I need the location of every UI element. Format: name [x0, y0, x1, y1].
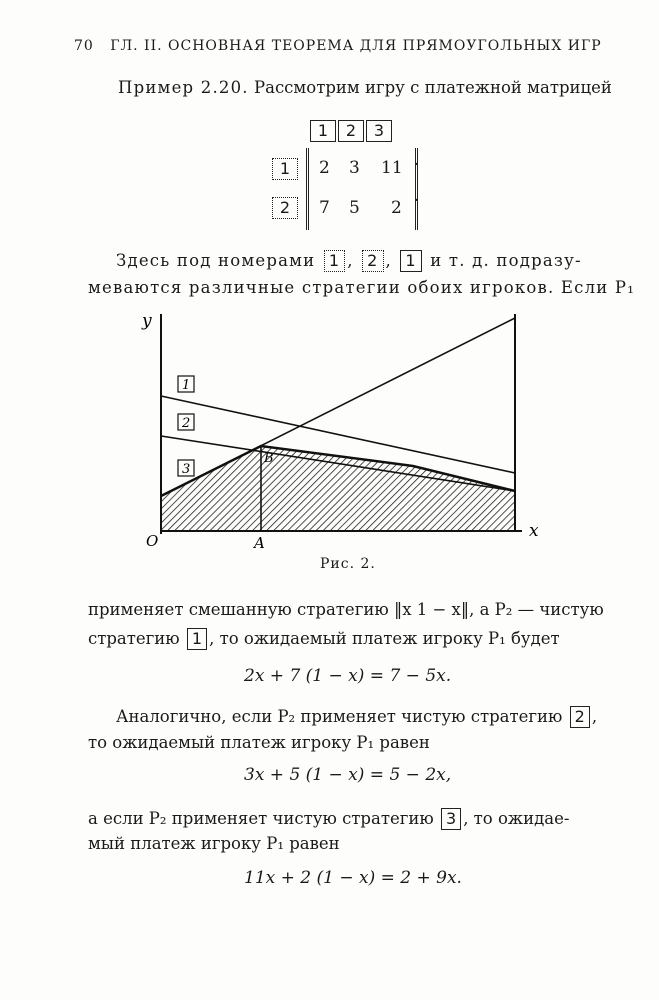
point-b-label: B	[264, 451, 274, 466]
para1-line2: меваются различные стратегии обоих игроков. Если P₁	[88, 278, 636, 297]
matrix-cell: 3	[349, 158, 360, 178]
matrix-cell: 2	[391, 198, 402, 218]
matrix-row-label-1: 1	[270, 158, 300, 180]
line-label: 2	[182, 416, 191, 431]
inline-box: 3	[441, 808, 461, 830]
running-title: ГЛ. II. ОСНОВНАЯ ТЕОРЕМА ДЛЯ ПРЯМОУГОЛЬНЫХ ИГР	[110, 38, 602, 54]
hatched-region	[161, 446, 515, 531]
figure-graph	[130, 306, 550, 556]
column-label-3: 3	[366, 120, 392, 142]
origin-label: O	[146, 532, 159, 550]
running-header	[74, 38, 602, 54]
inline-box: 2	[570, 706, 590, 728]
para2-line1: применяет смешанную стратегию ‖x 1 − x‖, а P₂ — чистую	[88, 600, 604, 619]
equation-2: 3x + 5 (1 − x) = 5 − 2x,	[244, 765, 452, 785]
example-text: Рассмотрим игру с платежной матрицей	[254, 78, 612, 97]
inline-box: 1	[187, 628, 207, 650]
para3-line1: Аналогично, если P₂ применяет чистую стратегию 2 ,	[116, 707, 598, 726]
para3-line2: то ожидаемый платеж игроку P₁ равен	[88, 733, 430, 752]
line-label: 3	[182, 462, 191, 477]
column-label-2: 2	[338, 120, 364, 142]
example-intro	[118, 78, 612, 97]
line-label: 1	[182, 378, 191, 393]
para1-line1: Здесь под номерами 1 , 2 , 1 и т. д. подразу-	[116, 251, 582, 270]
matrix-cell: 7	[319, 198, 330, 218]
matrix-row-label-2: 2	[270, 197, 300, 219]
inline-box: 2	[362, 250, 383, 272]
equation-3: 11x + 2 (1 − x) = 2 + 9x.	[244, 868, 462, 888]
x-axis-label: x	[529, 521, 539, 541]
matrix-cell: 11	[381, 158, 403, 178]
matrix-punct: .	[414, 186, 420, 206]
point-a-label: A	[254, 534, 265, 552]
inline-box: 1	[324, 250, 345, 272]
payoff-matrix	[306, 148, 418, 230]
para2-line2: стратегию 1 , то ожидаемый платеж игроку P₁ будет	[88, 629, 560, 648]
example-label: Пример 2.20.	[118, 78, 249, 97]
inline-box: 1	[400, 250, 421, 272]
column-label-1: 1	[310, 120, 336, 142]
y-axis-label: y	[142, 311, 152, 331]
para4-line2: мый платеж игроку P₁ равен	[88, 834, 340, 853]
matrix-punct: .	[414, 150, 420, 170]
matrix-cell: 5	[349, 198, 360, 218]
page-number: 70	[74, 38, 94, 54]
para4-line1: а если P₂ применяет чистую стратегию 3 , то ожидае-	[88, 809, 570, 828]
matrix-column-labels	[309, 120, 393, 142]
figure-caption: Рис. 2.	[320, 556, 376, 572]
matrix-cell: 2	[319, 158, 330, 178]
equation-1: 2x + 7 (1 − x) = 7 − 5x.	[244, 666, 452, 686]
